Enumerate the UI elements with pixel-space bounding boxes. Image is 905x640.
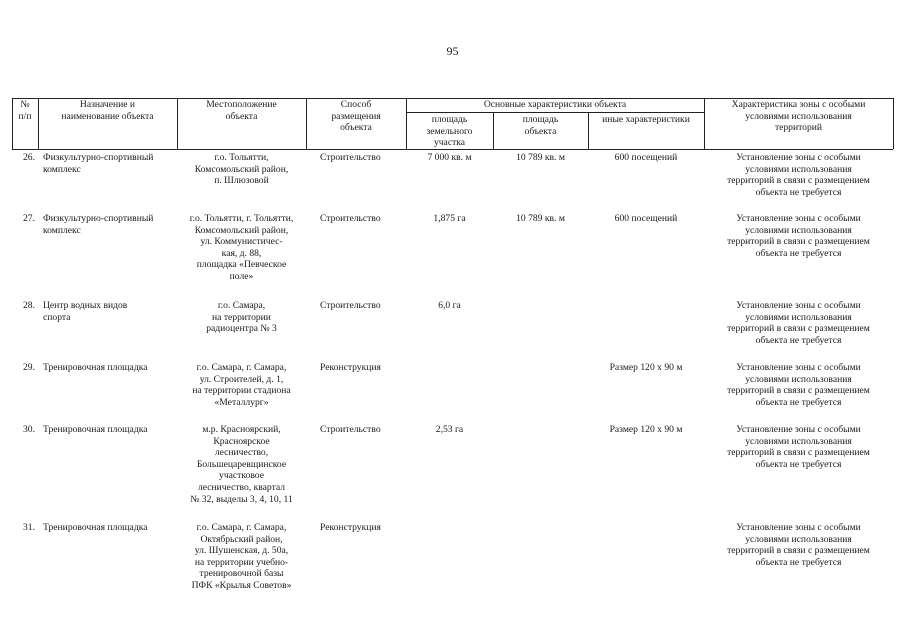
row-num: 29.	[23, 362, 35, 373]
row-area-object: 10 789 кв. м	[516, 213, 565, 224]
header-area-plot: площадь земельного участка	[426, 114, 473, 149]
row-area-plot: 2,53 га	[435, 424, 464, 435]
row-name: Центр водных видов спорта	[43, 300, 128, 323]
row-name: Физкультурно-спортивный комплекс	[43, 213, 154, 236]
row-zone: Установление зоны с особыми условиями использования территорий в связи с размещением объекта не требуется	[727, 424, 870, 470]
row-num: 27.	[23, 213, 35, 224]
header-num: № п/п	[18, 99, 32, 122]
row-other: Размер 120 х 90 м	[609, 424, 683, 435]
row-area-object: 10 789 кв. м	[516, 152, 565, 163]
row-zone: Установление зоны с особыми условиями использования территорий в связи с размещением объекта не требуется	[727, 152, 870, 198]
row-method: Реконструкция	[320, 362, 381, 373]
row-name: Тренировочная площадка	[43, 424, 148, 435]
row-name: Тренировочная площадка	[43, 522, 148, 533]
row-num: 26.	[23, 152, 35, 163]
row-zone: Установление зоны с особыми условиями использования территорий в связи с размещением объекта не требуется	[727, 300, 870, 346]
row-other: 600 посещений	[614, 213, 678, 224]
row-location: г.о. Тольятти, г. Тольятти, Комсомольский район, ул. Коммунистичес- кая, д. 88, площадка «Певческое поле»	[189, 213, 294, 282]
row-other: 600 посещений	[614, 152, 678, 163]
row-num: 30.	[23, 424, 35, 435]
row-name: Тренировочная площадка	[43, 362, 148, 373]
row-zone: Установление зоны с особыми условиями использования территорий в связи с размещением объекта не требуется	[727, 362, 870, 408]
row-zone: Установление зоны с особыми условиями использования территорий в связи с размещением объекта не требуется	[727, 213, 870, 259]
row-num: 28.	[23, 300, 35, 311]
row-location: г.о. Самара, г. Самара, Октябрьский район, ул. Шушенская, д. 50а, на территории учебно- тренировочной базы ПФК «Крылья Советов»	[191, 522, 292, 591]
row-zone: Установление зоны с особыми условиями использования территорий в связи с размещением объекта не требуется	[727, 522, 870, 568]
row-location: г.о. Тольятти, Комсомольский район, п. Шлюзовой	[194, 152, 289, 187]
row-area-plot: 6,0 га	[438, 300, 461, 311]
row-area-plot: 1,875 га	[433, 213, 466, 224]
header-method: Способ размещения объекта	[331, 99, 381, 134]
row-method: Строительство	[320, 152, 381, 163]
row-method: Реконструкция	[320, 522, 381, 533]
row-method: Строительство	[320, 424, 381, 435]
row-location: м.р. Красноярский, Красноярское лесничество, Большецаревщинское участковое лесничество, квартал № 32, выделы 3, 4, 10, 11	[190, 424, 293, 505]
row-location: г.о. Самара, г. Самара, ул. Строителей, д. 1, на территории стадиона «Металлург»	[192, 362, 291, 408]
row-location: г.о. Самара, на территории радиоцентра № 3	[206, 300, 277, 335]
header-name: Назначение и наименование объекта	[61, 99, 154, 122]
row-other: Размер 120 х 90 м	[609, 362, 683, 373]
header-location: Местоположение объекта	[206, 99, 277, 122]
row-num: 31.	[23, 522, 35, 533]
row-method: Строительство	[320, 300, 381, 311]
header-area-object: площадь объекта	[522, 114, 559, 137]
header-other-characteristics: иные характеристики	[602, 114, 690, 125]
header-zone: Характеристика зоны с особыми условиями использования территорий	[731, 99, 866, 134]
header-main-characteristics: Основные характеристики объекта	[483, 99, 627, 110]
row-name: Физкультурно-спортивный комплекс	[43, 152, 154, 175]
row-area-plot: 7 000 кв. м	[427, 152, 472, 163]
page-number: 95	[446, 44, 459, 58]
row-method: Строительство	[320, 213, 381, 224]
